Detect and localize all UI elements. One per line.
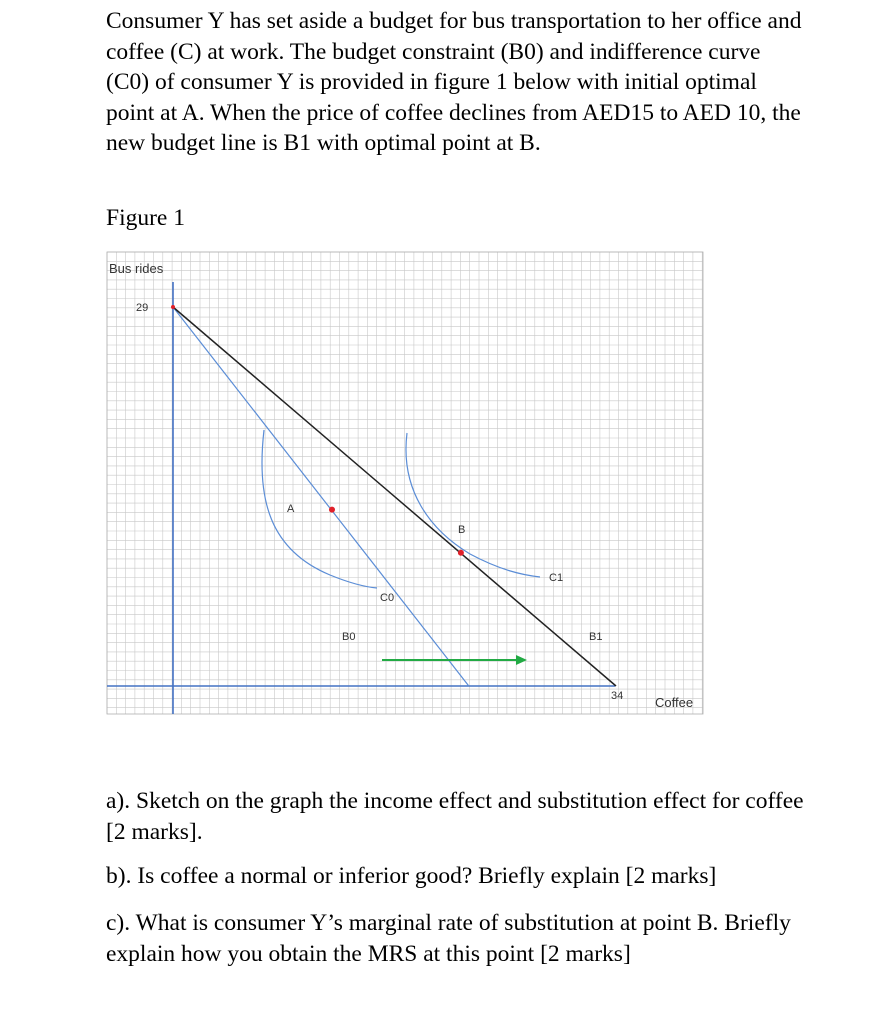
- x-intercept-label: 34: [611, 690, 624, 702]
- indifference-curve-c1: [406, 433, 540, 577]
- question-b: b). Is coffee a normal or inferior good? Briefly explain [2 marks]: [106, 863, 717, 889]
- point-a-label: A: [287, 503, 295, 515]
- problem-intro: Consumer Y has set aside a budget for bus transportation to her office and coffee (C) at work. The budget constraint (B0) and indifference curve (C0) of consumer Y is provided in figure 1 below with initial optimal point at A. When the price of coffee declines from AED15 to AED 10, the new budget line is B1 with optimal point at B.: [106, 8, 802, 157]
- question-c: c). What is consumer Y’s marginal rate of substitution at point B. Briefly explain how you obtain the MRS at this point [2 marks]: [106, 910, 791, 967]
- indifference-curve-c0: [262, 430, 377, 588]
- grid-frame: [107, 252, 703, 714]
- point-a-marker: [329, 507, 335, 513]
- point-b-marker: [458, 550, 464, 556]
- chart-grid: [107, 252, 703, 714]
- y-intercept-label: 29: [136, 302, 149, 314]
- line-b0-label: B0: [342, 631, 356, 643]
- line-b1-label: B1: [589, 631, 603, 643]
- y-axis-title: Bus rides: [109, 261, 164, 276]
- x-axis-title: Coffee: [655, 695, 694, 710]
- figure-caption: Figure 1: [106, 205, 185, 231]
- curve-c1-label: C1: [549, 572, 564, 584]
- curve-c0-label: C0: [380, 592, 395, 604]
- point-b-label: B: [458, 524, 466, 536]
- y-intercept-marker: [171, 305, 175, 309]
- question-a: a). Sketch on the graph the income effect and substitution effect for coffee [2 marks].: [106, 788, 804, 845]
